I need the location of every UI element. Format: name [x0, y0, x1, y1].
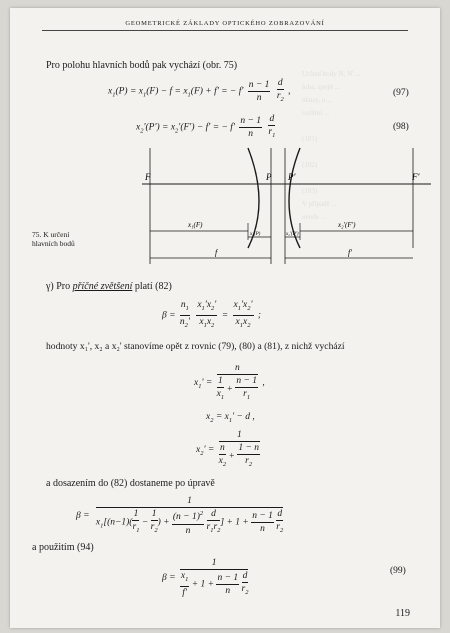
equation-99: β = 1 $\frac{x_1}{f'}$ + 1 + $\frac{n - 1}{n}$ $\frac{d}{r_2}$: [162, 558, 249, 598]
label-Pp: P': [288, 172, 296, 182]
label-x1P: x₁(P): [250, 232, 261, 237]
equation-97-number: (97): [393, 88, 409, 98]
equation-x2p: $x_2'$ = 1 $\frac{n}{x_2}$ + $\frac{1 - n}{r_2}$: [196, 430, 259, 468]
equation-97: $x_1(P) = x_1(F) - f = x_1(F) + f'$ = − f' $\frac{n - 1}{n}$ $\frac{d}{r_2}$ ,: [108, 78, 291, 103]
label-x1F: x₁(F): [188, 221, 203, 229]
hodnoty-paragraph: hodnoty x₁', x₂ a x₂' stanovíme opět z rovnic (79), (80) a (81), z nichž vychází: [46, 341, 345, 352]
pouzitim-paragraph: a použitím (94): [32, 542, 94, 553]
equation-98-number: (98): [393, 122, 409, 132]
equation-x2: $x_2 = x_1' - d$ ,: [206, 412, 255, 424]
label-Fp: F': [412, 172, 420, 182]
label-f: f: [215, 248, 218, 257]
gamma-prefix: γ) Pro: [46, 281, 73, 292]
equation-98: $x_2'(P') = x_2'(F') - f'$ = − f' $\frac{n - 1}{n}$ $\frac{d}{r_1}$: [136, 114, 276, 139]
equation-99-number: (99): [390, 566, 406, 576]
dosazenim-paragraph: a dosazením do (82) dostaneme po úpravě: [46, 478, 215, 489]
label-fp: f': [348, 248, 352, 257]
equation-beta-long: β = 1 $x_1[(n-1)$( $\frac{1}{r_1}$ − $\frac{1}{r_2}$ ) + $\frac{(n - 1)^2}{n}$ $\frac{d}{r_1r_2}$ ] + 1 + $\frac{n - 1}{n}$ $\frac{d}{r_2}$: [76, 496, 284, 536]
gamma-paragraph: [46, 281, 172, 292]
equation-82: β = $\frac{n_1}{n_2'}$ $\frac{x_1'x_2'}{x_1x_2}$ = $\frac{x_1'x_2'}{x_1x_2}$ ;: [162, 300, 262, 329]
running-header: GEOMETRICKÉ ZÁKLADY OPTICKÉHO ZOBRAZOVÁNÍ: [125, 20, 325, 27]
page-number: 119: [395, 608, 410, 619]
intro-paragraph: Pro polohu hlavních bodů pak vychází (obr. 75): [46, 60, 238, 71]
label-F: F: [145, 172, 151, 182]
figure-caption-line1: 75. K určení: [32, 230, 70, 239]
gamma-suffix: platí (82): [132, 281, 172, 292]
bleed-through-text: Určení body N, N' ... loha, spojit ... nkusy, u ... rozlitní ... (101) (102) (103) V případě ... uvede ...: [302, 70, 361, 221]
equation-x1p: $x_1'$ = n $\frac{1}{x_1}$ + $\frac{n - 1}{r_1}$ ,: [194, 363, 265, 401]
label-P: P: [266, 172, 272, 182]
label-x2P: x₂'(P'): [286, 232, 299, 237]
figure-caption-line2: hlavních bodů: [32, 239, 75, 248]
gamma-term: příčné zvětšení: [72, 281, 133, 292]
book-page: [10, 8, 440, 628]
label-x2Fp: x₂'(F'): [338, 221, 356, 229]
